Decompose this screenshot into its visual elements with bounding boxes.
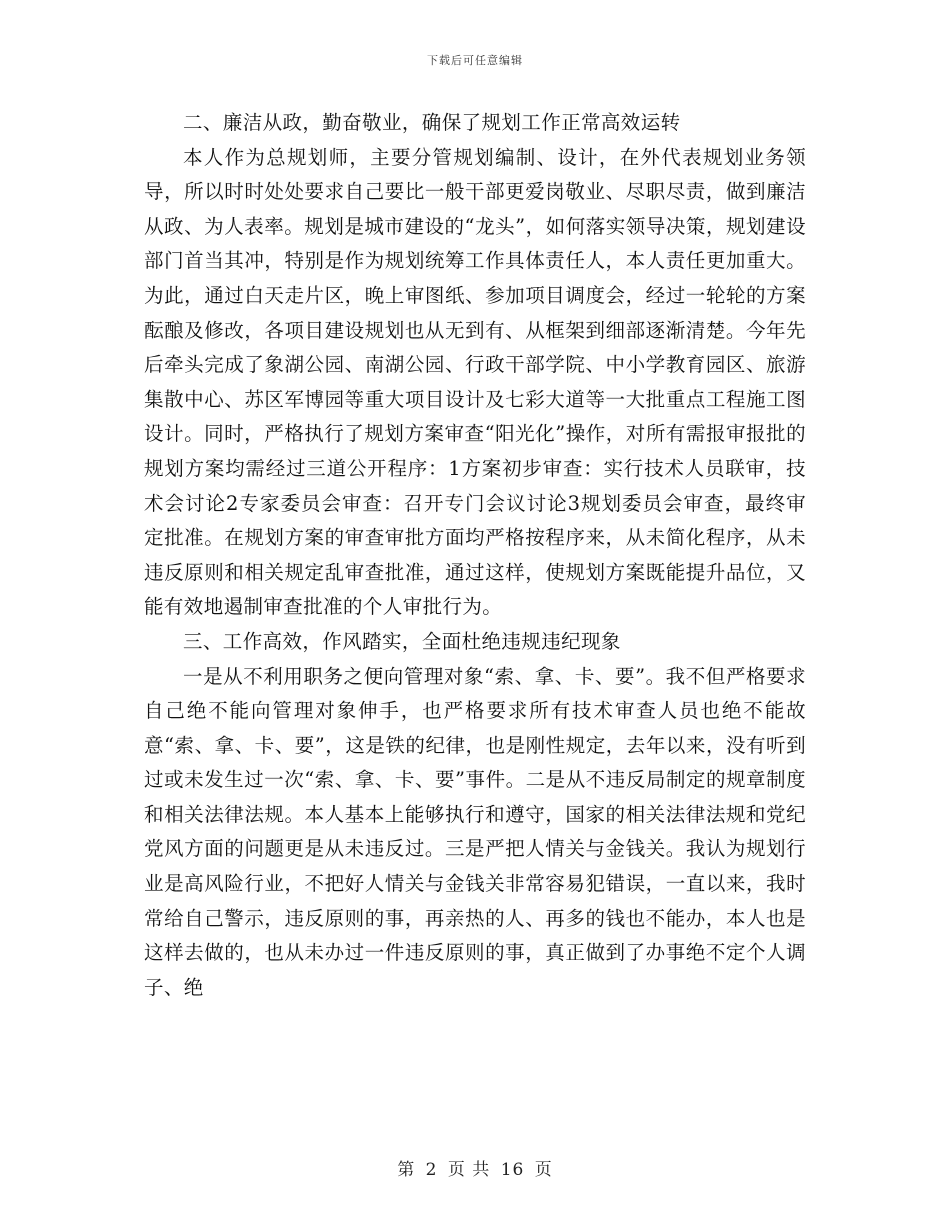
footer-suffix: 页 <box>534 1160 553 1180</box>
section-heading-3: 三、工作高效，作风踏实，全面杜绝违规违纪现象 <box>183 629 621 653</box>
footer-total-pages: 16 <box>500 1160 525 1180</box>
footer-current-page: 2 <box>425 1160 438 1180</box>
page-footer <box>0 1155 950 1180</box>
paragraph-section-2: 本人作为总规划师，主要分管规划编制、设计，在外代表规划业务领导，所以时时处处要求自己要比一般干部更爱岗敬业、尽职尽责，做到廉洁从政、为人表率。规划是城市建设的“龙头”，如何落实领导决策，规划建设部门首当其冲，特别是作为规划统筹工作具体责任人，本人责任更加重大。为此，通过白天走片区，晚上审图纸、参加项目调度会，经过一轮轮的方案酝酿及修改，各项目建设规划也从无到有、从框架到细部逐渐清楚。今年先后牵头完成了象湖公园、南湖公园、行政干部学院、中小学教育园区、旅游集散中心、苏区军博园等重大项目设计及七彩大道等一大批重点工程施工图设计。同时，严格执行了规划方案审查“阳光化”操作，对所有需报审报批的规划方案均需经过三道公开程序：1方案初步审查：实行技术人员联审，技术会讨论2专家委员会审查：召开专门会议讨论3规划委员会审查，最终审定批准。在规划方案的审查审批方面均严格按程序来，从未简化程序，从未违反原则和相关规定乱审查批准，通过这样，使规划方案既能提升品位，又能有效地遏制审查批准的个人审批行为。 <box>144 145 806 619</box>
footer-middle: 页 共 <box>447 1160 491 1180</box>
page-header-note: 下载后可任意编辑 <box>427 54 523 67</box>
section-heading-2: 二、廉洁从政，勤奋敬业，确保了规划工作正常高效运转 <box>183 111 681 134</box>
footer-prefix: 第 <box>397 1160 416 1180</box>
document-body <box>144 106 806 1005</box>
paragraph-section-3: 一是从不利用职务之便向管理对象“索、拿、卡、要”。我不但严格要求自己绝不能向管理对象伸手，也严格要求所有技术审查人员也绝不能故意“索、拿、卡、要”，这是铁的纪律，也是刚性规定，去年以来，没有听到过或未发生过一次“索、拿、卡、要”事件。二是从不违反局制定的规章制度和相关法律法规。本人基本上能够执行和遵守，国家的相关法律法规和党纪党风方面的问题更是从未违反过。三是严把人情关与金钱关。我认为规划行业是高风险行业，不把好人情关与金钱关非常容易犯错误，一直以来，我时常给自己警示，违反原则的事，再亲热的人、再多的钱也不能办，本人也是这样去做的，也从未办过一件违反原则的事，真正做到了办事绝不定个人调子、绝 <box>144 664 806 999</box>
